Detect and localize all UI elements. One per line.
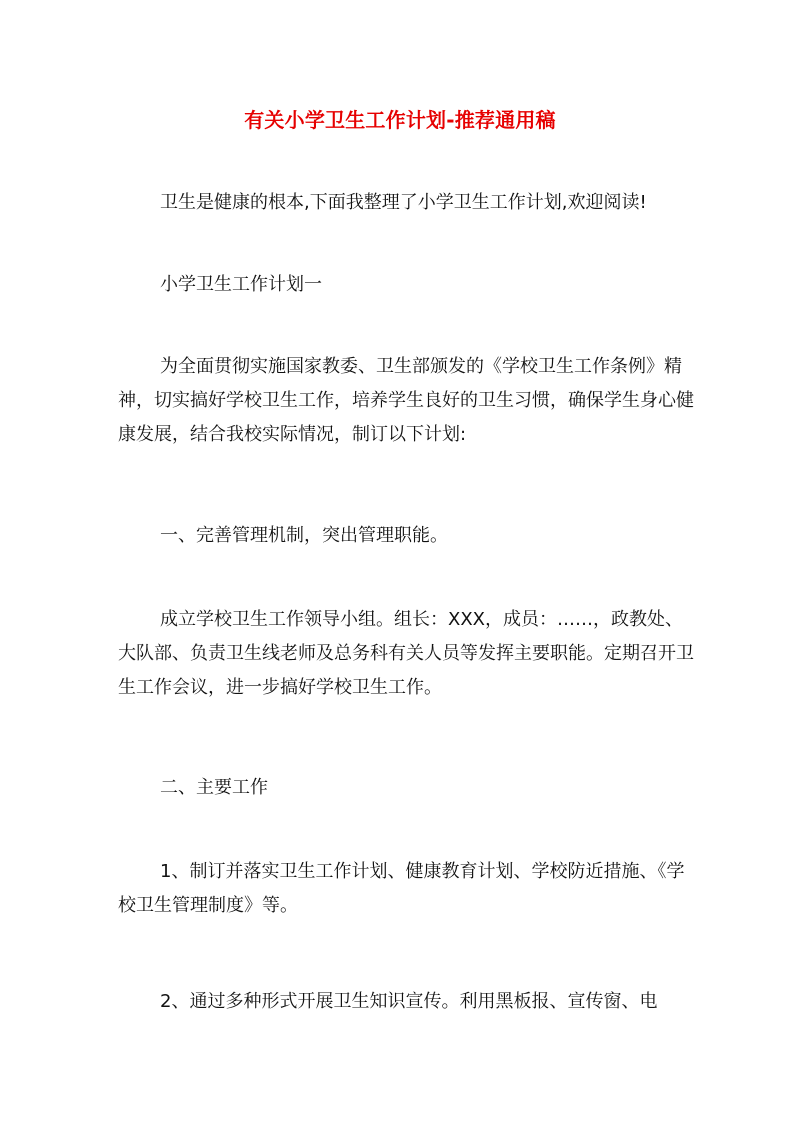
list-item-1: 1、制订并落实卫生工作计划、健康教育计划、学校防近措施、《学校卫生管理制度》等。 xyxy=(118,861,685,916)
list-item-2: 2、通过多种形式开展卫生知识宣传。利用黑板报、宣传窗、电 xyxy=(160,991,658,1012)
document-title: 有关小学卫生工作计划-推荐通用稿 xyxy=(244,108,556,132)
purpose-paragraph: 为全面贯彻实施国家教委、卫生部颁发的《学校卫生工作条例》精神，切实搞好学校卫生工作，培养学生良好的卫生习惯，确保学生身心健康发展，结合我校实际情况，制订以下计划: xyxy=(118,356,694,445)
intro-paragraph: 卫生是健康的根本,下面我整理了小学卫生工作计划,欢迎阅读! xyxy=(160,192,647,213)
section-1-body: 成立学校卫生工作领导小组。组长：XXX，成员：……，政教处、大队部、负责卫生线老师及总务科有关人员等发挥主要职能。定期召开卫生工作会议，进一步搞好学校卫生工作。 xyxy=(118,609,694,698)
section-1-heading: 一、完善管理机制，突出管理职能。 xyxy=(160,525,448,546)
section-2-heading: 二、主要工作 xyxy=(160,777,268,798)
plan-heading: 小学卫生工作计划一 xyxy=(160,274,322,295)
